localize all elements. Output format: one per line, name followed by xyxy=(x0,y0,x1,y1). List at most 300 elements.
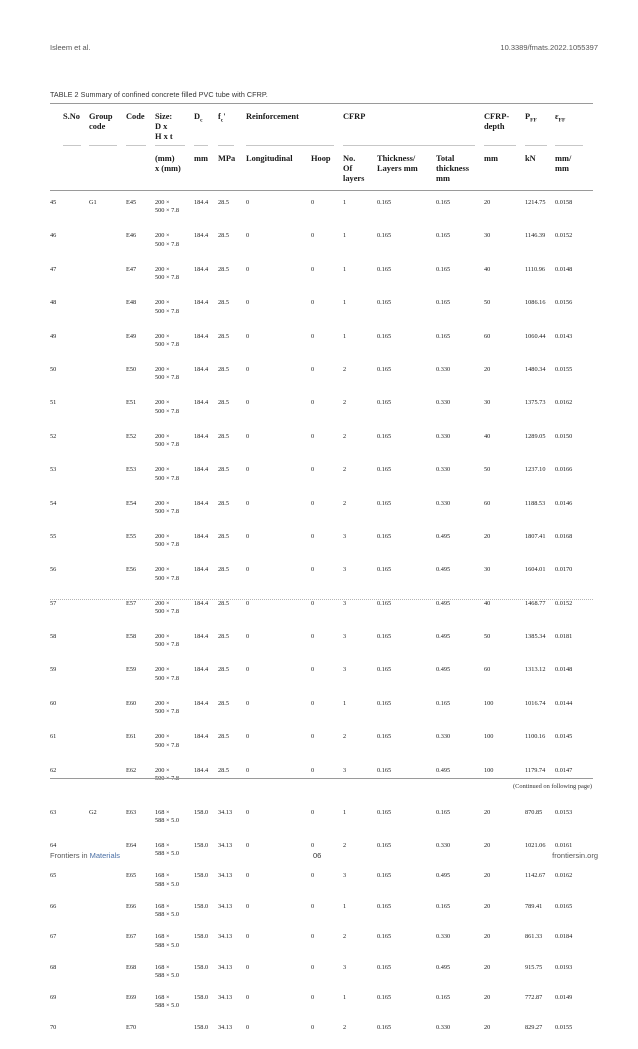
cell-lon: 0 xyxy=(246,963,250,971)
cell-code: E46 xyxy=(126,232,137,240)
cell-fc: 28.5 xyxy=(218,299,230,307)
cell-lon: 0 xyxy=(246,365,250,373)
cell-sno: 68 xyxy=(50,963,57,971)
cell-pff: 1100.16 xyxy=(525,733,546,741)
cell-sno: 52 xyxy=(50,432,57,440)
cell-size-line-2: 500 × 7.8 xyxy=(155,307,180,315)
header-rule xyxy=(218,145,234,146)
cell-sno: 49 xyxy=(50,332,57,340)
cell-size-line-1: 200 × xyxy=(155,566,170,574)
cell-size-line-1: 168 × xyxy=(155,842,170,850)
cell-fc: 28.5 xyxy=(218,699,230,707)
cell-size xyxy=(155,293,194,326)
cell-fc: 28.5 xyxy=(218,432,230,440)
table-row xyxy=(50,794,593,836)
unit-total-1: Total xyxy=(436,154,455,163)
cell-sno: 69 xyxy=(50,993,57,1001)
table-row xyxy=(50,293,593,326)
cell-layers: 2 xyxy=(343,399,347,407)
cell-eff: 0.0168 xyxy=(555,532,573,540)
cell-hoop: 0 xyxy=(311,993,315,1001)
cell-sno: 59 xyxy=(50,666,57,674)
cell-depth: 100 xyxy=(484,699,494,707)
cell-code: E54 xyxy=(126,499,137,507)
cell-depth: 30 xyxy=(484,399,491,407)
cell-dc: 184.4 xyxy=(194,566,209,574)
table-row xyxy=(50,866,593,896)
unit-hoop: Hoop xyxy=(311,154,331,163)
cell-size-line-1: 200 × xyxy=(155,199,170,206)
unit-total-2: thickness xyxy=(436,164,470,173)
header-rule xyxy=(126,145,146,146)
cell-size xyxy=(155,527,194,560)
table-row xyxy=(50,927,593,957)
cell-hoop: 0 xyxy=(311,842,315,850)
cell-depth: 20 xyxy=(484,199,491,206)
cell-size xyxy=(155,866,194,896)
cell-eff: 0.0166 xyxy=(555,466,573,474)
cell-group xyxy=(89,988,126,1018)
cell-lon: 0 xyxy=(246,499,250,507)
cell-pff: 1385.34 xyxy=(525,633,546,641)
col-cfrp-header: CFRP xyxy=(343,112,366,121)
table-row xyxy=(50,836,593,866)
cell-pff: 915.75 xyxy=(525,963,543,971)
cell-lon: 0 xyxy=(246,733,250,741)
cell-code: E49 xyxy=(126,332,137,340)
cell-fc: 34.13 xyxy=(218,902,233,910)
cell-code: E67 xyxy=(126,933,137,941)
cell-hoop: 0 xyxy=(311,699,315,707)
cell-code: E50 xyxy=(126,365,137,373)
cell-size-line-2: 500 × 7.8 xyxy=(155,274,180,282)
header-rule xyxy=(525,145,547,146)
cell-layers: 3 xyxy=(343,766,347,774)
table-top-rule xyxy=(50,103,593,104)
cell-group xyxy=(89,260,126,293)
cell-thick: 0.165 xyxy=(377,963,392,971)
cell-lon: 0 xyxy=(246,232,250,240)
cell-total: 0.330 xyxy=(436,933,451,941)
cell-sno: 66 xyxy=(50,902,57,910)
cell-size-line-2: 500 × 7.8 xyxy=(155,775,180,783)
col-fc-header: $f_c'$ xyxy=(218,112,226,124)
cell-total: 0.165 xyxy=(436,265,451,273)
cell-dc: 184.4 xyxy=(194,633,209,641)
col-code-header: Code xyxy=(126,112,145,121)
cell-pff: 861.33 xyxy=(525,933,543,941)
cell-lon: 0 xyxy=(246,466,250,474)
cell-sno: 64 xyxy=(50,842,57,850)
unit-longitudinal: Longitudinal xyxy=(246,154,293,163)
cell-thick: 0.165 xyxy=(377,499,392,507)
cell-hoop: 0 xyxy=(311,332,315,340)
cell-depth: 20 xyxy=(484,933,491,941)
cell-eff: 0.0156 xyxy=(555,299,573,307)
cell-depth: 40 xyxy=(484,432,491,440)
cell-dc: 184.4 xyxy=(194,699,209,707)
cell-total: 0.495 xyxy=(436,872,451,880)
cell-size xyxy=(155,193,194,226)
cell-sno: 45 xyxy=(50,199,57,206)
cell-sno: 60 xyxy=(50,699,57,707)
cell-depth: 100 xyxy=(484,766,494,774)
header-rule xyxy=(484,145,516,146)
cell-thick: 0.165 xyxy=(377,993,392,1001)
cell-dc: 184.4 xyxy=(194,766,209,774)
cell-layers: 2 xyxy=(343,933,347,941)
cell-fc: 28.5 xyxy=(218,633,230,641)
cell-code: E63 xyxy=(126,809,137,817)
cell-size-line-1: 200 × xyxy=(155,265,170,273)
cell-depth: 50 xyxy=(484,299,491,307)
cell-size-line-1: 200 × xyxy=(155,432,170,440)
cell-thick: 0.165 xyxy=(377,842,392,850)
table-row xyxy=(50,694,593,727)
col-size-header-2: D x xyxy=(155,122,168,131)
cell-sno: 50 xyxy=(50,365,57,373)
cell-total: 0.495 xyxy=(436,566,451,574)
cell-group xyxy=(89,560,126,593)
header-rule xyxy=(63,145,81,146)
cell-eff: 0.0162 xyxy=(555,872,573,880)
cell-sno: 47 xyxy=(50,265,57,273)
cell-lon: 0 xyxy=(246,633,250,641)
table-body xyxy=(50,193,593,1049)
cell-layers: 3 xyxy=(343,666,347,674)
cell-hoop: 0 xyxy=(311,399,315,407)
cell-size xyxy=(155,327,194,360)
cell-eff: 0.0153 xyxy=(555,809,573,817)
cell-code: E51 xyxy=(126,399,137,407)
cell-hoop: 0 xyxy=(311,599,315,607)
cell-group xyxy=(89,293,126,326)
cell-total: 0.165 xyxy=(436,993,451,1001)
cell-size xyxy=(155,897,194,927)
cell-pff: 1237.10 xyxy=(525,466,546,474)
cell-code: E58 xyxy=(126,633,137,641)
cell-total: 0.165 xyxy=(436,299,451,307)
cell-group xyxy=(89,927,126,957)
cell-hoop: 0 xyxy=(311,766,315,774)
cell-fc: 28.5 xyxy=(218,499,230,507)
table-row xyxy=(50,958,593,988)
cell-lon: 0 xyxy=(246,399,250,407)
cell-hoop: 0 xyxy=(311,299,315,307)
cell-dc: 184.4 xyxy=(194,733,209,741)
cell-hoop: 0 xyxy=(311,1024,315,1032)
cell-size xyxy=(155,727,194,760)
cell-total: 0.165 xyxy=(436,332,451,340)
cell-dc: 158.0 xyxy=(194,963,209,971)
cell-layers: 1 xyxy=(343,809,347,817)
cell-sno: 58 xyxy=(50,633,57,641)
cell-eff: 0.0155 xyxy=(555,1024,573,1032)
header-rule xyxy=(194,145,208,146)
cell-size xyxy=(155,694,194,727)
cell-dc: 184.4 xyxy=(194,499,209,507)
cell-pff: 1313.12 xyxy=(525,666,546,674)
cell-size-line-2: 500 × 7.8 xyxy=(155,407,180,415)
cell-layers: 2 xyxy=(343,842,347,850)
cell-eff: 0.0148 xyxy=(555,666,573,674)
cell-hoop: 0 xyxy=(311,633,315,641)
cell-size xyxy=(155,794,194,836)
cell-group xyxy=(89,460,126,493)
unit-thickness-2: Layers mm xyxy=(377,164,418,173)
cell-pff: 1468.77 xyxy=(525,599,546,607)
cell-lon: 0 xyxy=(246,809,250,817)
cell-fc: 34.13 xyxy=(218,842,233,850)
cell-hoop: 0 xyxy=(311,933,315,941)
table-row xyxy=(50,460,593,493)
cell-hoop: 0 xyxy=(311,466,315,474)
cell-group xyxy=(89,393,126,426)
cell-sno: 70 xyxy=(50,1024,57,1032)
cell-size-line-2: 500 × 7.8 xyxy=(155,340,180,348)
cell-lon: 0 xyxy=(246,532,250,540)
cell-size xyxy=(155,360,194,393)
cell-lon: 0 xyxy=(246,872,250,880)
cell-total: 0.495 xyxy=(436,599,451,607)
cell-depth: 60 xyxy=(484,499,491,507)
cell-hoop: 0 xyxy=(311,199,315,206)
cell-size-line-2: 500 × 7.8 xyxy=(155,641,180,649)
table-row xyxy=(50,327,593,360)
cell-depth: 100 xyxy=(484,733,494,741)
cell-sno: 46 xyxy=(50,232,57,240)
cell-pff: 1016.74 xyxy=(525,699,546,707)
cell-dc: 158.0 xyxy=(194,933,209,941)
cell-total: 0.495 xyxy=(436,963,451,971)
table-header-rule xyxy=(50,190,593,191)
cell-layers: 1 xyxy=(343,993,347,1001)
table-row xyxy=(50,560,593,593)
cell-eff: 0.0149 xyxy=(555,993,573,1001)
cell-fc: 34.13 xyxy=(218,809,233,817)
cell-eff: 0.0170 xyxy=(555,566,573,574)
col-group-header-2: code xyxy=(89,122,106,131)
unit-pff: kN xyxy=(525,154,536,163)
cell-group xyxy=(89,727,126,760)
cell-eff: 0.0148 xyxy=(555,265,573,273)
cell-thick: 0.165 xyxy=(377,432,392,440)
table-row xyxy=(50,527,593,560)
cell-fc: 28.5 xyxy=(218,332,230,340)
cell-total: 0.165 xyxy=(436,199,451,206)
cell-size-line-2: 500 × 7.8 xyxy=(155,507,180,515)
unit-depth: mm xyxy=(484,154,498,163)
table-row xyxy=(50,494,593,527)
cell-layers: 2 xyxy=(343,499,347,507)
col-cfrp-depth-header-1: CFRP- xyxy=(484,112,510,121)
cell-eff: 0.0144 xyxy=(555,699,573,707)
cell-layers: 1 xyxy=(343,199,347,206)
cell-total: 0.495 xyxy=(436,532,451,540)
cell-size xyxy=(155,1018,194,1048)
cell-sno: 54 xyxy=(50,499,57,507)
cell-group xyxy=(89,494,126,527)
cell-depth: 20 xyxy=(484,365,491,373)
running-header-authors: Isleem et al. xyxy=(50,43,91,52)
cell-dc: 184.4 xyxy=(194,299,209,307)
cell-pff: 1480.34 xyxy=(525,365,546,373)
cell-fc: 34.13 xyxy=(218,872,233,880)
cell-size-line-1: 200 × xyxy=(155,666,170,674)
cell-eff: 0.0145 xyxy=(555,733,573,741)
cell-size-line-2: 500 × 7.8 xyxy=(155,574,180,582)
cell-fc: 34.13 xyxy=(218,1024,233,1032)
cell-pff: 1086.16 xyxy=(525,299,546,307)
cell-dc: 158.0 xyxy=(194,872,209,880)
cell-total: 0.330 xyxy=(436,365,451,373)
cell-depth: 20 xyxy=(484,809,491,817)
unit-total-3: mm xyxy=(436,174,450,183)
cell-size-line-1: 200 × xyxy=(155,599,170,607)
cell-group xyxy=(89,594,126,627)
cell-layers: 1 xyxy=(343,332,347,340)
unit-layers-1: No. xyxy=(343,154,356,163)
cell-eff: 0.0150 xyxy=(555,432,573,440)
cell-lon: 0 xyxy=(246,933,250,941)
cell-fc: 28.5 xyxy=(218,599,230,607)
cell-hoop: 0 xyxy=(311,265,315,273)
cell-group xyxy=(89,627,126,660)
cell-thick: 0.165 xyxy=(377,532,392,540)
cell-eff: 0.0181 xyxy=(555,633,573,641)
cell-code: E59 xyxy=(126,666,137,674)
cell-group xyxy=(89,866,126,896)
cell-total: 0.330 xyxy=(436,432,451,440)
cell-hoop: 0 xyxy=(311,532,315,540)
cell-thick: 0.165 xyxy=(377,466,392,474)
cell-dc: 158.0 xyxy=(194,993,209,1001)
cell-size-line-1: 200 × xyxy=(155,499,170,507)
table-row xyxy=(50,360,593,393)
cell-code: E60 xyxy=(126,699,137,707)
cell-lon: 0 xyxy=(246,299,250,307)
col-group-header-1: Group xyxy=(89,112,113,121)
cell-lon: 0 xyxy=(246,432,250,440)
header-rule xyxy=(155,145,185,146)
unit-thickness-1: Thickness/ xyxy=(377,154,416,163)
data-table xyxy=(50,193,593,1049)
col-dc-header: $D_c$ xyxy=(194,112,203,124)
cell-sno: 67 xyxy=(50,933,57,941)
cell-size-line-2: 500 × 7.8 xyxy=(155,240,180,248)
cell-thick: 0.165 xyxy=(377,666,392,674)
cell-eff: 0.0152 xyxy=(555,599,573,607)
cell-layers: 1 xyxy=(343,299,347,307)
cell-hoop: 0 xyxy=(311,963,315,971)
cell-thick: 0.165 xyxy=(377,232,392,240)
cell-size-line-1: 200 × xyxy=(155,733,170,741)
cell-size-line-2: 500 × 7.8 xyxy=(155,674,180,682)
cell-total: 0.165 xyxy=(436,699,451,707)
cell-pff: 1142.67 xyxy=(525,872,546,880)
cell-dc: 184.4 xyxy=(194,599,209,607)
cell-eff: 0.0161 xyxy=(555,842,573,850)
cell-size-line-1: 200 × xyxy=(155,766,170,774)
cell-size-line-1: 168 × xyxy=(155,993,170,1001)
cell-size xyxy=(155,660,194,693)
cell-total: 0.495 xyxy=(436,633,451,641)
cell-hoop: 0 xyxy=(311,499,315,507)
cell-sno: 51 xyxy=(50,399,57,407)
cell-size-line-2: 588 × 5.0 xyxy=(155,941,180,949)
cell-layers: 3 xyxy=(343,532,347,540)
cell-thick: 0.165 xyxy=(377,599,392,607)
cell-fc: 28.5 xyxy=(218,466,230,474)
cell-fc: 34.13 xyxy=(218,993,233,1001)
cell-pff: 1021.06 xyxy=(525,842,546,850)
cell-layers: 2 xyxy=(343,432,347,440)
cell-total: 0.330 xyxy=(436,466,451,474)
cell-layers: 1 xyxy=(343,902,347,910)
cell-fc: 28.5 xyxy=(218,365,230,373)
cell-size-line-1: 168 × xyxy=(155,963,170,971)
cell-lon: 0 xyxy=(246,566,250,574)
cell-size xyxy=(155,260,194,293)
cell-code: E56 xyxy=(126,566,137,574)
cell-fc: 28.5 xyxy=(218,199,230,206)
cell-layers: 1 xyxy=(343,232,347,240)
cell-size-line-2: 588 × 5.0 xyxy=(155,817,180,825)
cell-pff: 1188.53 xyxy=(525,499,546,507)
cell-dc: 184.4 xyxy=(194,365,209,373)
unit-eff-2: mm xyxy=(555,164,569,173)
cell-group xyxy=(89,694,126,727)
cell-thick: 0.165 xyxy=(377,933,392,941)
cell-total: 0.330 xyxy=(436,499,451,507)
cell-size xyxy=(155,958,194,988)
cell-pff: 1110.96 xyxy=(525,265,545,273)
cell-size-line-1: 200 × xyxy=(155,532,170,540)
table-row xyxy=(50,627,593,660)
cell-dc: 184.4 xyxy=(194,666,209,674)
cell-size-line-2: 500 × 7.8 xyxy=(155,608,180,616)
cell-size xyxy=(155,927,194,957)
cell-depth: 20 xyxy=(484,872,491,880)
cell-code: E53 xyxy=(126,466,137,474)
cell-code: E68 xyxy=(126,963,137,971)
header-rule xyxy=(555,145,583,146)
cell-code: E55 xyxy=(126,532,137,540)
cell-sno: 57 xyxy=(50,599,57,607)
cell-pff: 1289.05 xyxy=(525,432,546,440)
cell-layers: 2 xyxy=(343,365,347,373)
cell-size-line-2: 588 × 5.0 xyxy=(155,972,180,979)
cell-group: G1 xyxy=(89,199,97,206)
header-rule xyxy=(246,145,334,146)
cell-thick: 0.165 xyxy=(377,633,392,641)
table-row xyxy=(50,193,593,226)
cell-eff: 0.0193 xyxy=(555,963,573,971)
col-sno-header: S.No xyxy=(63,112,80,121)
table-row xyxy=(50,594,593,627)
unit-eff-1: mm/ xyxy=(555,154,572,163)
cell-depth: 50 xyxy=(484,466,491,474)
header-rule xyxy=(89,145,117,146)
cell-size-line-1: 200 × xyxy=(155,399,170,407)
cell-size-line-2: 588 × 5.0 xyxy=(155,1002,180,1010)
cell-depth: 20 xyxy=(484,902,491,910)
cell-layers: 3 xyxy=(343,633,347,641)
footer-journal xyxy=(50,851,120,860)
cell-size-line-1: 200 × xyxy=(155,633,170,641)
cell-dc: 184.4 xyxy=(194,265,209,273)
cell-size-line-2: 588 × 5.0 xyxy=(155,880,180,888)
